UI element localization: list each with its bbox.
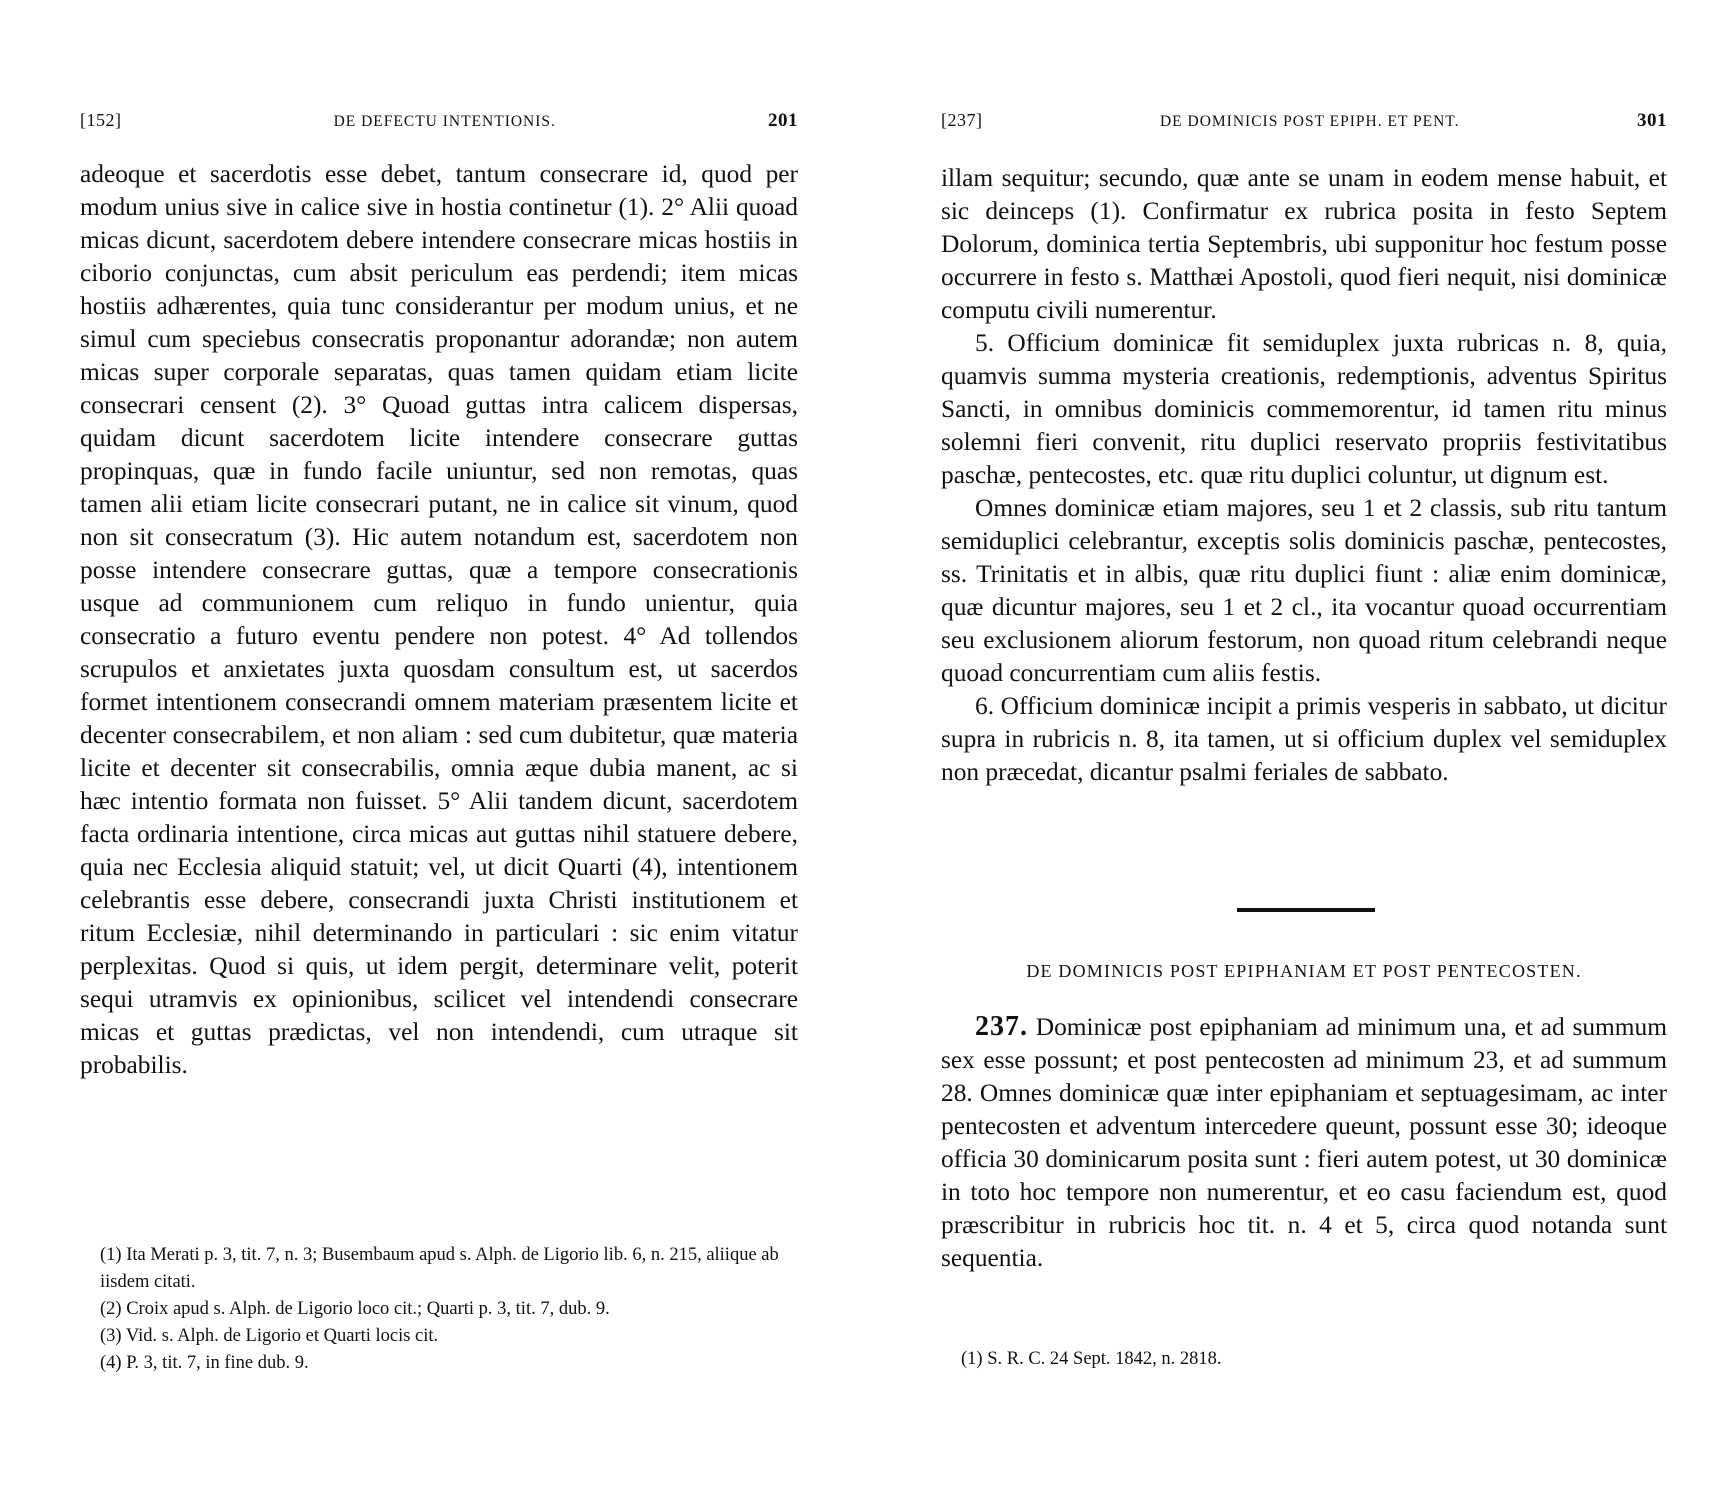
page-number: 201 <box>767 110 798 131</box>
section-number: 237. <box>975 1011 1028 1042</box>
footnote-2: (2) Croix apud s. Alph. de Ligorio loco cit.; Quarti p. 3, tit. 7, dub. 9. <box>100 1299 610 1319</box>
section-body <box>941 1010 1667 1275</box>
page-ref: [237] <box>941 110 983 130</box>
running-head <box>941 110 1667 140</box>
running-title: DE DEFECTU INTENTIONIS. <box>333 113 556 130</box>
page-number: 301 <box>1636 110 1667 131</box>
section-heading: DE DOMINICIS POST EPIPHANIAM ET POST PENTECOSTEN. <box>1026 961 1582 981</box>
paragraph: 5. Officium dominicæ fit semiduplex juxta rubricas n. 8, quia, quamvis summa mysteria creationis, redemptionis, adventus Spiritus Sancti, in omnibus dominicis commemorentur, id tamen ritu minus solemni fieri convenit, ritu duplici reservato propriis festivitatibus paschæ, pentecostes, etc. quæ ritu duplici coluntur, ut dignum est. <box>941 329 1667 489</box>
paragraph: adeoque et sacerdotis esse debet, tantum consecrare id, quod per modum unius sive in calice sive in hostia continetur (1). 2° Alii quoad micas dicunt, sacerdotem debere intendere consecrare micas hostiis in ciborio conjunctas, cum absit periculum eas perdendi; item micas hostiis adhærentes, quia tunc considerantur per modum unius, et ne simul cum speciebus consecratis proponantur adorandæ; non autem micas super corporale separatas, quas tamen quidam etiam licite consecrari censent (2). 3° Quoad guttas intra calicem dispersas, quidam dicunt sacerdotem licite intendere consecrare guttas propinquas, quæ in fundo facile uniuntur, sed non remotas, quas tamen alii etiam licite consecrari putant, ne in calice sit vinum, quod non sit consecratum (3). Hic autem notandum est, sacerdotem non posse intendere consecrare guttas, quæ a tempore consecrationis usque ad communionem cum reliquo in fundo unientur, quia consecratio a futuro eventu pendere non potest. 4° Ad tollendos scrupulos et anxietates juxta quosdam consultum est, ut sacerdos formet intentionem consecrandi omnem materiam præsentem licite et decenter consecrabilem, et non aliam : sed cum dubitetur, quæ materia licite et decenter sit consecrabilis, omnia æque dubia manent, ac si hæc intentio formata non fuisset. 5° Alii tandem dicunt, sacerdotem facta ordinaria intentione, circa micas aut guttas nihil statuere debere, quia nec Ecclesia aliquid statuit; vel, ut dicit Quarti (4), intentionem celebrantis esse debere, consecrandi juxta Christi institutionem et ritum Ecclesiæ, nihil determinando in particulari : sic enim vitatur perplexitas. Quod si quis, ut idem pergit, determinare velit, poterit sequi utramvis ex opinionibus, scilicet vel intendendi consecrare micas et guttas prædictas, vel non intendendi, cum utraque sit probabilis. <box>80 160 798 1079</box>
footnotes <box>80 1242 798 1377</box>
paragraph <box>941 1010 1667 1275</box>
running-title: DE DOMINICIS POST EPIPH. ET PENT. <box>1159 113 1460 130</box>
paragraph: Omnes dominicæ etiam majores, seu 1 et 2 classis, sub ritu tantum semiduplici celebrantur, exceptis solis dominicis paschæ, pentecostes, ss. Trinitatis et in albis, quæ ritu duplici fiunt : aliæ enim dominicæ, quæ dicuntur majores, seu 1 et 2 cl., ita vocantur quoad occurrentiam seu exclusionem aliorum festorum, non quoad ritum celebrandi neque quoad concurrentiam cum aliis festis. <box>941 494 1667 687</box>
section-text: Dominicæ post epiphaniam ad minimum una, et ad summum sex esse possunt; et post pentecosten ad minimum 23, et ad summum 28. Omnes dominicæ quæ inter epiphaniam et septuagesimam, ac inter pentecosten et adventum intercedere queunt, possunt esse 30; ideoque officia 30 dominicarum posita sunt : fieri autem potest, ut 30 dominicæ in toto hoc tempore non numerentur, et eo casu faciendum est, quod præscribitur in rubricis hoc tit. n. 4 et 5, circa quod notanda sunt sequentia. <box>941 1013 1667 1272</box>
footnote-3: (3) Vid. s. Alph. de Ligorio et Quarti locis cit. <box>100 1326 439 1346</box>
body-text <box>80 158 798 1082</box>
right-page <box>867 0 1734 1500</box>
page-ref: [152] <box>80 110 122 130</box>
running-head <box>80 110 798 140</box>
body-text <box>941 162 1667 789</box>
footnote-4: (4) P. 3, tit. 7, in fine dub. 9. <box>100 1353 309 1373</box>
footnotes <box>941 1346 1667 1373</box>
section-divider <box>1237 908 1375 912</box>
footnote-1: (1) S. R. C. 24 Sept. 1842, n. 2818. <box>961 1349 1222 1369</box>
paragraph: 6. Officium dominicæ incipit a primis vesperis in sabbato, ut dicitur supra in rubricis n. 8, ita tamen, ut si officium duplex vel semiduplex non præcedat, dicantur psalmi feriales de sabbato. <box>941 692 1667 786</box>
footnote-1: (1) Ita Merati p. 3, tit. 7, n. 3; Busembaum apud s. Alph. de Ligorio lib. 6, n. 215, aliique ab iisdem citati. <box>100 1245 779 1292</box>
paragraph: illam sequitur; secundo, quæ ante se unam in eodem mense habuit, et sic deinceps (1). Confirmatur ex rubrica posita in festo Septem Dolorum, dominica tertia Septembris, ubi supponitur hoc festum posse occurrere in festo s. Matthæi Apostoli, quod fieri nequit, nisi dominicæ computu civili numerentur. <box>941 164 1667 324</box>
